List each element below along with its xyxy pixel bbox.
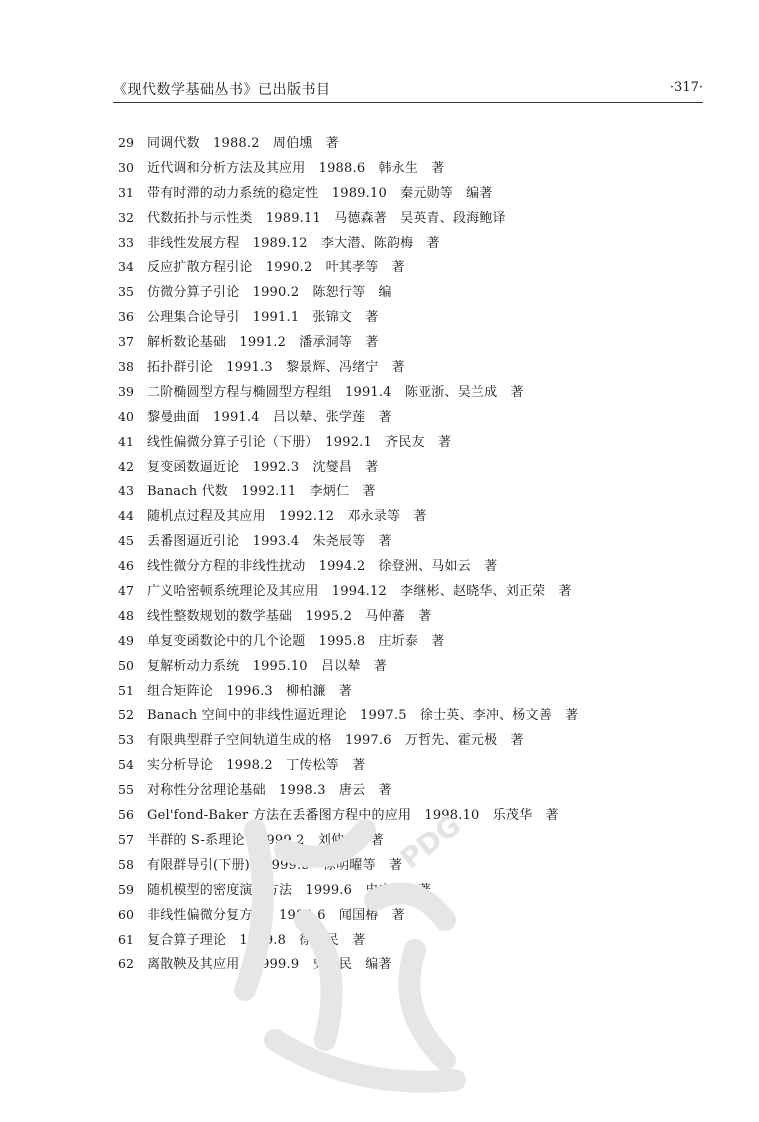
entry-number: 38 [118, 359, 134, 375]
entry-number: 50 [118, 657, 134, 673]
entry-number: 34 [118, 259, 134, 275]
list-item [118, 181, 708, 206]
entry-number: 42 [118, 458, 134, 474]
list-item [118, 156, 708, 181]
entry-text: 复合算子理论 1999.8 徐宪民 著 [147, 932, 366, 948]
entry-number: 36 [118, 309, 134, 325]
entry-number: 51 [118, 682, 134, 698]
entry-number: 39 [118, 383, 134, 399]
entry-number: 40 [118, 408, 134, 424]
entry-text: 随机模型的密度演化方法 1999.6 史定华 著 [147, 882, 432, 898]
entry-text: 反应扩散方程引论 1990.2 叶其孝等 著 [147, 260, 405, 276]
entry-number: 59 [118, 881, 134, 897]
list-item [118, 231, 708, 256]
list-item [118, 753, 708, 778]
entry-text: 线性整数规划的数学基础 1995.2 马仲蕃 著 [147, 608, 432, 624]
entry-text: 线性微分方程的非线性扰动 1994.2 徐登洲、马如云 著 [147, 559, 498, 575]
entry-number: 54 [118, 757, 134, 773]
entry-text: 单复变函数论中的几个论题 1995.8 庄圻泰 著 [147, 633, 445, 649]
entry-number: 41 [118, 433, 134, 449]
entry-text: 拓扑群引论 1991.3 黎景辉、冯绪宁 著 [147, 360, 405, 376]
entry-text: 实分析导论 1998.2 丁传松等 著 [147, 758, 366, 774]
entry-number: 35 [118, 284, 134, 300]
list-item [118, 828, 708, 853]
entry-text: 复解析动力系统 1995.10 吕以辇 著 [147, 658, 387, 674]
entry-text: 线性偏微分算子引论（下册） 1992.1 齐民友 著 [147, 434, 452, 450]
entry-text: 代数拓扑与示性类 1989.11 马德森著 吴英青、段海鲍译 [147, 210, 506, 226]
list-item [118, 579, 708, 604]
list-item [118, 355, 708, 380]
list-item [118, 728, 708, 753]
entry-text: 广义哈密顿系统理论及其应用 1994.12 李继彬、赵晓华、刘正荣 著 [147, 584, 572, 600]
entry-number: 56 [118, 807, 134, 823]
list-item [118, 206, 708, 231]
entry-text: 非线性发展方程 1989.12 李大潜、陈韵梅 著 [147, 235, 440, 251]
entry-number: 53 [118, 732, 134, 748]
entry-number: 29 [118, 135, 134, 150]
entry-text: 黎曼曲面 1991.4 吕以辇、张学莲 著 [147, 409, 392, 425]
entry-number: 31 [118, 184, 134, 200]
list-item [118, 778, 708, 803]
entry-text: 带有时滞的动力系统的稳定性 1989.10 秦元勋等 编著 [147, 185, 493, 201]
entry-text: 离散鞅及其应用 1999.9 史及民 编著 [147, 957, 392, 973]
entry-number: 37 [118, 334, 134, 350]
entry-text: 同调代数 1988.2 周伯壎 著 [147, 136, 339, 151]
list-item [118, 405, 708, 430]
entry-number: 45 [118, 533, 134, 549]
entry-text: 公理集合论导引 1991.1 张锦文 著 [147, 310, 379, 326]
entry-text: 仿微分算子引论 1990.2 陈恕行等 编 [147, 285, 392, 301]
list-item [118, 430, 708, 455]
list-item [118, 529, 708, 554]
list-item [118, 280, 708, 305]
entry-number: 46 [118, 558, 134, 574]
list-item [118, 703, 708, 728]
entry-text: 有限群导引(下册) 1999.5 徐明曜等 著 [147, 857, 403, 873]
entry-text: 解析数论基础 1991.2 潘承洞等 著 [147, 335, 379, 351]
entry-text: 近代调和分析方法及其应用 1988.6 韩永生 著 [147, 160, 445, 176]
entry-text: 有限典型群子空间轨道生成的格 1997.6 万哲先、霍元极 著 [147, 733, 524, 749]
list-item [118, 853, 708, 878]
list-item [118, 330, 708, 355]
series-title: 《现代数学基础丛书》已出版书目 [113, 82, 331, 98]
entry-number: 58 [118, 856, 134, 872]
entry-text: 丢番图逼近引论 1993.4 朱尧辰等 著 [147, 534, 392, 550]
entry-number: 62 [118, 956, 134, 972]
list-item [118, 928, 708, 953]
running-header [113, 78, 703, 103]
list-item [118, 952, 708, 977]
entry-number: 43 [118, 483, 134, 499]
entry-number: 52 [118, 707, 134, 723]
entry-number: 55 [118, 782, 134, 798]
entry-number: 47 [118, 583, 134, 599]
list-item [118, 654, 708, 679]
entry-number: 57 [118, 831, 134, 847]
entry-text: 二阶椭圆型方程与椭圆型方程组 1991.4 陈亚浙、吴兰成 著 [147, 384, 524, 400]
entry-number: 32 [118, 209, 134, 225]
list-item [118, 679, 708, 704]
entry-text: 对称性分岔理论基础 1998.3 唐云 著 [147, 783, 392, 799]
entry-number: 30 [118, 159, 134, 175]
entry-number: 61 [118, 931, 134, 947]
entry-text: 半群的 S-系理论 1999.2 刘仲奎 著 [147, 832, 384, 848]
list-item [118, 878, 708, 903]
entry-text: 组合矩阵论 1996.3 柳柏濂 著 [147, 683, 353, 699]
list-item [118, 380, 708, 405]
list-item [118, 131, 708, 156]
page-number: ·317· [669, 80, 703, 95]
entry-number: 44 [118, 508, 134, 524]
entry-number: 60 [118, 906, 134, 922]
watermark-text: PDG [393, 808, 467, 876]
list-item [118, 504, 708, 529]
list-item [118, 604, 708, 629]
list-item [118, 903, 708, 928]
list-item [118, 479, 708, 504]
list-item [118, 255, 708, 280]
entry-text: Banach 代数 1992.11 李炳仁 著 [147, 484, 376, 500]
list-item [118, 629, 708, 654]
entry-number: 49 [118, 632, 134, 648]
entry-text: 随机点过程及其应用 1992.12 邓永录等 著 [147, 509, 427, 525]
entry-text: 非线性偏微分复方程 1999.6 闻国椿 著 [147, 907, 405, 923]
entry-number: 33 [118, 234, 134, 250]
entry-number: 48 [118, 607, 134, 623]
list-item [118, 554, 708, 579]
book-list [118, 131, 708, 977]
entry-text: Gel'fond-Baker 方法在丢番图方程中的应用 1998.10 乐茂华 著 [147, 808, 559, 824]
entry-text: 复变函数逼近论 1992.3 沈燮昌 著 [147, 459, 379, 475]
entry-text: Banach 空间中的非线性逼近理论 1997.5 徐士英、李冲、杨文善 著 [147, 708, 579, 724]
list-item [118, 455, 708, 480]
list-item [118, 803, 708, 828]
list-item [118, 305, 708, 330]
